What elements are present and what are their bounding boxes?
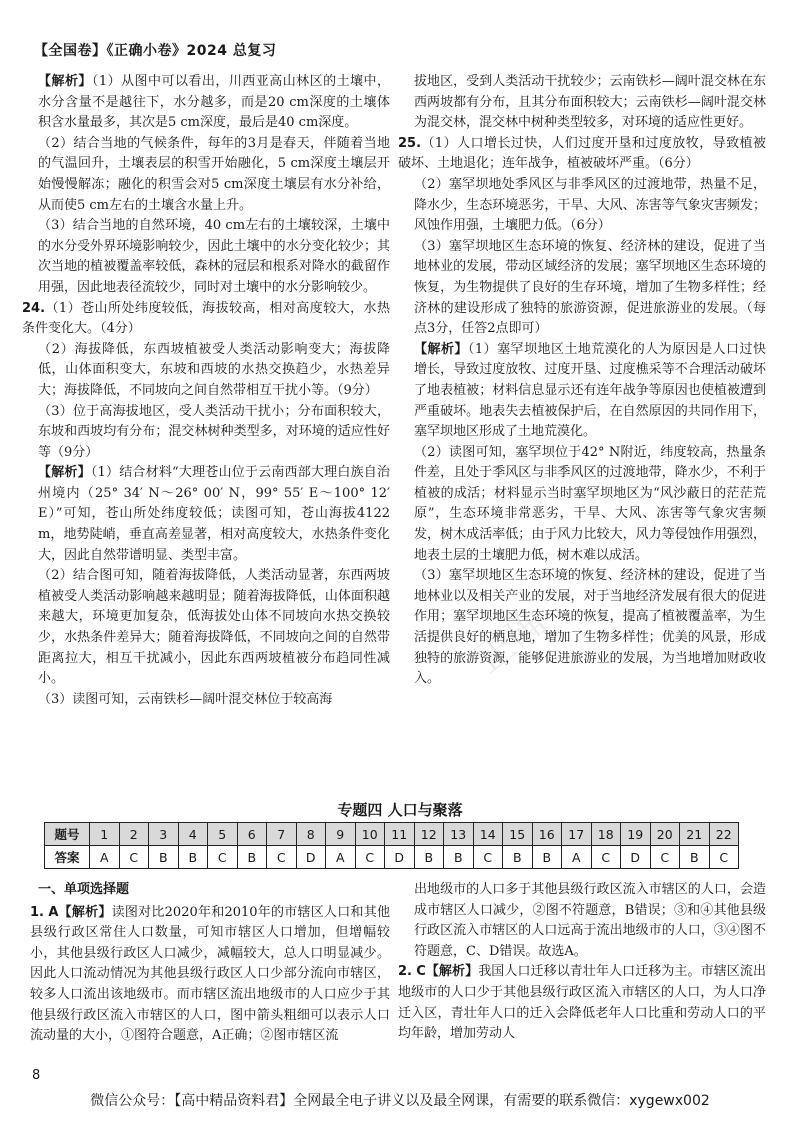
paragraph: （3）读图可知，云南铁杉—阔叶混交林位于较高海 xyxy=(38,691,333,707)
row-label: 答案 xyxy=(45,846,90,869)
paragraph: （2）海拔降低，东西坡植被受人类活动影响变大；海拔降低，山体面积变大，东坡和西坡的水热交换趋少，水热差异大；海拔降低，不同坡向之间自然带相互干扰小等。（9分） xyxy=(38,341,390,398)
question-number-cell: 7 xyxy=(267,823,297,846)
left-column xyxy=(22,72,390,710)
question-number-cell: 6 xyxy=(237,823,267,846)
question-number-cell: 19 xyxy=(621,823,651,846)
right-column xyxy=(398,72,766,690)
paragraph: 【解析】（1）结合材料“大理苍山位于云南西部大理白族自治州境内（25° 34′ N～26° 00′ N，99° 55′ E～100° 12′ E）”可知，苍山所处纬度较低；读图可知，苍山海拔4122 m，地势陡峭，垂直高差显著，相对高度较大，水热条件变化大，因此自然带谱明显、类型丰富。 xyxy=(38,465,390,563)
paragraph: （3）塞罕坝地区生态环境的恢复、经济林的建设，促进了当地林业的发展，带动区域经济的发展；塞罕坝地区生态环境的恢复，为生物提供了良好的生存环境，增加了生物多样性；经济林的建设形成了独特的旅游资源，促进旅游业的发展。（每点3分，任答2点即可） xyxy=(414,238,766,337)
answer-row xyxy=(45,846,739,869)
answer-cell: C xyxy=(650,846,680,869)
answer-cell: B xyxy=(149,846,179,869)
section-title: 专题四 人口与聚落 xyxy=(337,801,463,819)
answer-cell: C xyxy=(473,846,503,869)
paragraph: （3）位于高海拔地区，受人类活动干扰小；分布面积较大，东坡和西坡均有分布；混交林树种类型多，对环境的适应性好等（9分） xyxy=(38,403,390,460)
question-number-cell: 2 xyxy=(119,823,149,846)
row-label: 题号 xyxy=(45,823,90,846)
answer-cell: B xyxy=(532,846,562,869)
paragraph: （2）读图可知，塞罕坝位于42° N附近，纬度较高，热量条件差，且处于季风区与非季风区的过渡地带，降水少，不利于植被的成活；材料显示当时塞罕坝地区为“风沙蔽日的茫茫荒原”，生态环境非常恶劣，干旱、大风、冻害等气象灾害频发，树木成活率低；由于风力比较大，风力等侵蚀作用强烈，地表土层的土壤肥力低，树木难以成活。 xyxy=(414,444,766,563)
answer-cell: D xyxy=(621,846,651,869)
answer-cell: A xyxy=(562,846,592,869)
question-number-cell: 3 xyxy=(149,823,179,846)
answer-2: 2. C【解析】我国人口迁移以青壮年人口迁移为主。市辖区流出地级市的人口少于其他县级行政区流入市辖区的人口，为人口净迁入区，青壮年人口的迁入会降低老年人口比重和劳动人口的平均年龄，增加劳动人 xyxy=(398,964,766,1042)
question-number-cell: 10 xyxy=(355,823,385,846)
question-number-cell: 17 xyxy=(562,823,592,846)
paragraph: 出地级市的人口多于其他县级行政区流入市辖区的人口，会造成市辖区人口减少，②图不符题意，B错误；③和④其他县级行政区流入市辖区的人口远高于流出地级市的人口，③④图不符题意，C、D错误。故选A。 xyxy=(414,882,766,959)
question-number-cell: 4 xyxy=(178,823,208,846)
answer-cell: B xyxy=(178,846,208,869)
bottom-left-column xyxy=(30,880,390,1047)
answer-cell: C xyxy=(591,846,621,869)
page-header: 【全国卷】《正确小卷》2024 总复习 xyxy=(34,43,277,59)
question-25: 25.（1）人口增长过快，人们过度开垦和过度放牧，导致植被破坏、土地退化；连年战争，植被破坏严重。（6分） xyxy=(398,135,766,172)
answer-cell: C xyxy=(709,846,739,869)
answer-1: 1. A【解析】读图对比2020年和2010年的市辖区人口和其他县级行政区常住人口数量，可知市辖区人口增加，但增幅较小，其他县级行政区人口减少，减幅较大，总人口明显减少。因此人口流动情况为其他县级行政区人口少部分流向市辖区，较多人口流出该地级市。而市辖区流出地级市的人口应少于其他县级行政区流入市辖区的人口，图中箭头粗细可以表示人口流动量的大小，①图符合题意，A正确；②图市辖区流 xyxy=(30,904,390,1044)
paragraph: 拔地区，受到人类活动干扰较少；云南铁杉—阔叶混交林在东西两坡都有分布，且其分布面积较大；云南铁杉—阔叶混交林为混交林，混交林中树种类型较多，对环境的适应性更好。 xyxy=(414,74,766,131)
answer-cell: C xyxy=(208,846,238,869)
paragraph: （2）塞罕坝地处季风区与非季风区的过渡地带，热量不足，降水少，生态环境恶劣，干旱、大风、冻害等气象灾害频发；风蚀作用强，土壤肥力低。（6分） xyxy=(414,176,766,234)
question-number-cell: 18 xyxy=(591,823,621,846)
answer-cell: C xyxy=(355,846,385,869)
paragraph: 【解析】（1）塞罕坝地区土地荒漠化的人为原因是人口过快增长，导致过度放牧、过度开垦、过度樵采等不合理活动破坏了地表植被；材料信息显示还有连年战争等原因也使植被遭到严重破坏。地表失去植被保护后，在自然原因的共同作用下，塞罕坝地区形成了土地荒漠化。 xyxy=(414,341,766,440)
answer-cell: D xyxy=(385,846,415,869)
answer-cell: D xyxy=(296,846,326,869)
question-number-cell: 14 xyxy=(473,823,503,846)
answer-cell: B xyxy=(237,846,267,869)
question-number-cell: 20 xyxy=(650,823,680,846)
paragraph: （2）结合图可知，随着海拔降低，人类活动显著，东西两坡植被受人类活动影响越来越明显；随着海拔降低，山体面积越来越大，环境更加复杂，低海拔处山体不同坡向水热交换较少，水热条件差异大；随着海拔降低，不同坡向之间的自然带距离拉大，相互干扰减小，因此东西两坡植被分布趋同性减小。 xyxy=(38,568,390,687)
paragraph: （2）结合当地的气候条件，每年的3月是春天，伴随着当地的气温回升，土壤表层的积雪开始融化，5 cm深度土壤层开始慢慢解冻；融化的积雪会对5 cm深度土壤层有水分补给，从而使5 cm左右的土壤含水量上升。 xyxy=(38,135,390,213)
question-number-cell: 1 xyxy=(90,823,120,846)
question-number-cell: 9 xyxy=(326,823,356,846)
answer-table xyxy=(44,822,739,869)
answer-cell: C xyxy=(119,846,149,869)
question-number-cell: 15 xyxy=(503,823,533,846)
question-24: 24.（1）苍山所处纬度较低，海拔较高，相对高度较大，水热条件变化大。（4分） xyxy=(22,300,390,337)
answer-cell: A xyxy=(90,846,120,869)
watermark: 正确 xyxy=(466,599,554,681)
question-number-cell: 13 xyxy=(444,823,474,846)
bottom-right-column xyxy=(398,880,766,1045)
question-number-cell: 22 xyxy=(709,823,739,846)
question-number-cell: 21 xyxy=(680,823,710,846)
answer-cell: A xyxy=(326,846,356,869)
answer-cell: B xyxy=(444,846,474,869)
question-number-cell: 16 xyxy=(532,823,562,846)
page-number: 8 xyxy=(32,1068,41,1083)
question-number-cell: 12 xyxy=(414,823,444,846)
footer-ad: 微信公众号：【高中精品资料君】全网最全电子讲义以及最全网课，有需要的联系微信：xygewx002 xyxy=(90,1093,710,1109)
answer-cell: B xyxy=(503,846,533,869)
question-number-cell: 8 xyxy=(296,823,326,846)
subsection-heading: 一、单项选择题 xyxy=(38,882,130,897)
answer-cell: B xyxy=(680,846,710,869)
answer-cell: B xyxy=(414,846,444,869)
question-number-cell: 11 xyxy=(385,823,415,846)
paragraph: 【解析】（1）从图中可以看出，川西亚高山林区的土壤中，水分含量不是越往下，水分越多，而是20 cm深度的土壤体积含水量最多，其次是5 cm深度，最后是40 cm深度。 xyxy=(38,74,390,131)
paragraph: （3）塞罕坝地区生态环境的恢复、经济林的建设，促进了当地林业以及相关产业的发展，对于当地经济发展有很大的促进作用；塞罕坝地区生态环境的恢复，提高了植被覆盖率，为生活提供良好的栖息地，增加了生物多样性；优美的风景，形成独特的旅游资源，能够促进旅游业的发展，为当地增加财政收入。 xyxy=(414,568,766,687)
paragraph: （3）结合当地的自然环境，40 cm左右的土壤较深，土壤中的水分受外界环境影响较少，因此土壤中的水分变化较少；其次当地的植被覆盖率较低，森林的冠层和根系对降水的截留作用强，因此地表径流较少，同时对土壤中的水分影响较少。 xyxy=(38,218,390,295)
question-number-row xyxy=(45,823,739,846)
answer-cell: C xyxy=(267,846,297,869)
question-number-cell: 5 xyxy=(208,823,238,846)
